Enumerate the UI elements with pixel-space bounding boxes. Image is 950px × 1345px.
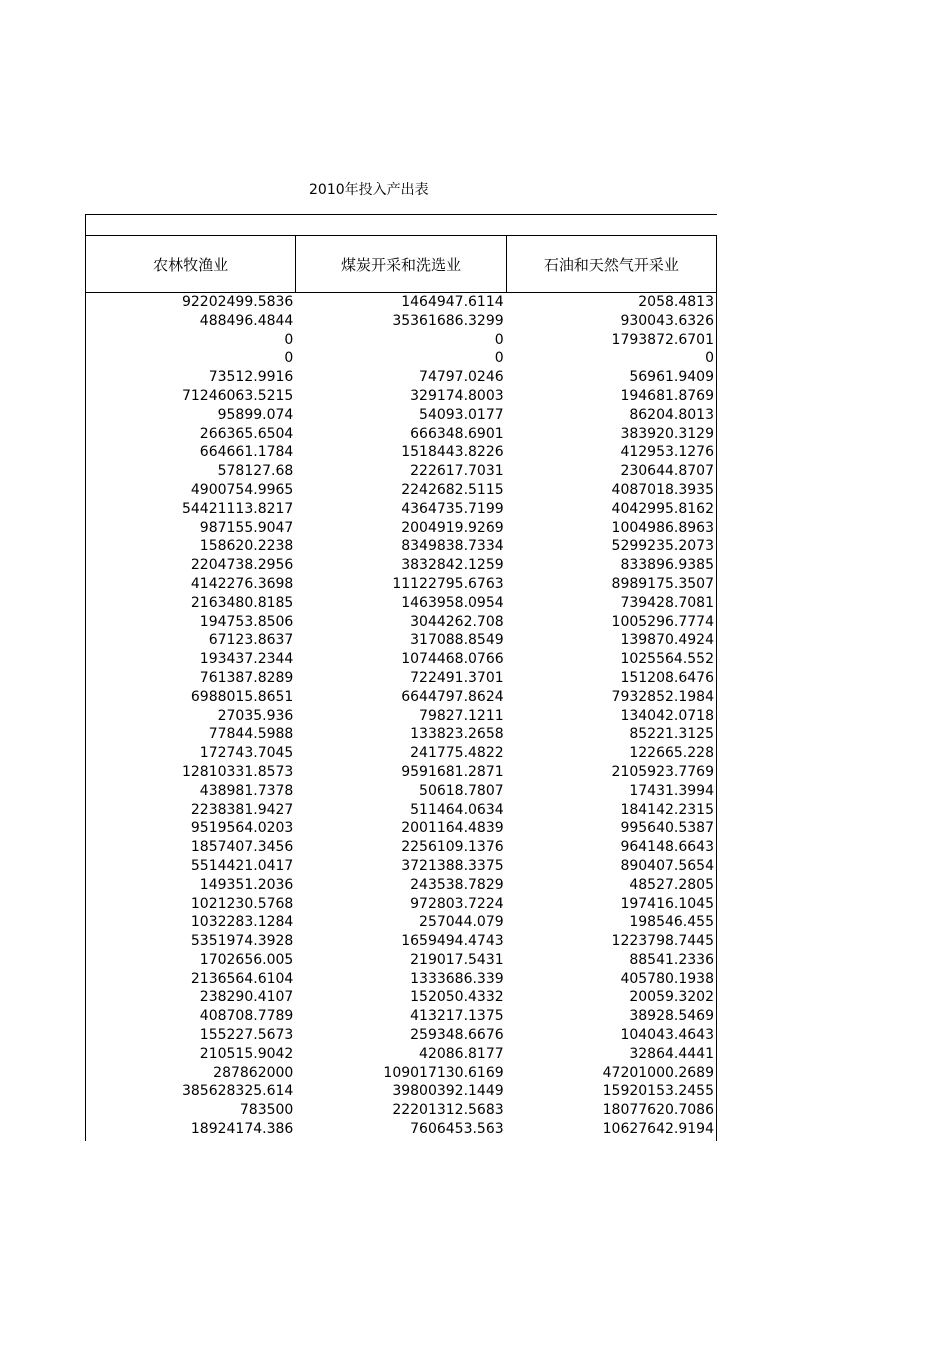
table-cell[interactable]: 56961.9409 [629, 369, 714, 386]
table-cell[interactable]: 1025564.552 [620, 651, 714, 668]
table-cell[interactable]: 74797.0246 [419, 369, 504, 386]
table-cell[interactable]: 17431.3994 [629, 782, 714, 799]
table-cell[interactable]: 2001164.4839 [401, 820, 504, 837]
table-row [86, 669, 716, 688]
table-row [86, 707, 716, 726]
table-cell[interactable]: 95899.074 [217, 406, 294, 423]
table-cell[interactable]: 1793872.6701 [611, 331, 714, 348]
table-row [86, 613, 716, 632]
table-cell[interactable]: 2242682.5115 [401, 481, 504, 498]
table-body [85, 293, 717, 1141]
table-cell[interactable]: 722491.3701 [410, 669, 504, 686]
table-cell[interactable]: 73512.9916 [208, 369, 294, 386]
io-table [85, 214, 717, 1141]
table-row [86, 594, 716, 613]
table-cell[interactable]: 1032283.1284 [190, 914, 294, 931]
table-row [86, 763, 716, 782]
table-cell[interactable]: 219017.5431 [410, 951, 504, 968]
table-cell[interactable]: 783500 [239, 1102, 294, 1119]
table-row [86, 500, 716, 519]
column-header: 农林牧渔业 [153, 255, 229, 274]
table-cell[interactable]: 964148.6643 [620, 839, 714, 856]
column-header-row [85, 235, 717, 293]
table-cell[interactable]: 12810331.8573 [181, 763, 294, 780]
table-cell[interactable]: 241775.4822 [410, 745, 504, 762]
table-row [86, 293, 716, 312]
table-cell[interactable]: 184142.2315 [620, 801, 714, 818]
table-row [86, 1045, 716, 1064]
table-cell[interactable]: 9591681.2871 [401, 763, 504, 780]
table-row [86, 462, 716, 481]
table-cell[interactable]: 0 [284, 331, 294, 348]
table-cell[interactable]: 0 [284, 350, 294, 367]
table-cell[interactable]: 1004986.8963 [611, 519, 714, 536]
table-cell[interactable]: 664661.1784 [199, 444, 294, 461]
table-cell[interactable]: 11122795.6763 [392, 575, 504, 592]
table-cell[interactable]: 1333686.339 [410, 970, 504, 987]
table-cell[interactable]: 243538.7829 [410, 876, 504, 893]
table-row [86, 387, 716, 406]
table-cell[interactable]: 4364735.7199 [401, 500, 504, 517]
table-cell[interactable]: 92202499.5836 [181, 294, 294, 310]
table-cell[interactable]: 3832842.1259 [401, 557, 504, 574]
table-cell[interactable]: 578127.68 [217, 463, 294, 480]
column-header: 石油和天然气开采业 [506, 236, 716, 292]
table-row [86, 932, 716, 951]
table-cell[interactable]: 2238381.9427 [190, 801, 294, 818]
table-row [86, 1120, 716, 1139]
table-cell[interactable]: 109017130.6169 [383, 1064, 504, 1081]
table-cell[interactable]: 408708.7789 [199, 1008, 294, 1025]
table-cell[interactable]: 1463958.0954 [401, 594, 504, 611]
table-row [86, 801, 716, 820]
table-cell[interactable]: 48527.2805 [629, 876, 714, 893]
table-cell[interactable]: 287862000 [213, 1064, 294, 1081]
table-cell[interactable]: 5514421.0417 [190, 857, 294, 874]
table-row [86, 913, 716, 932]
table-cell[interactable]: 739428.7081 [620, 594, 714, 611]
table-row [86, 688, 716, 707]
table-cell[interactable]: 5351974.3928 [190, 933, 294, 950]
table-cell[interactable]: 413217.1375 [410, 1008, 504, 1025]
table-row [86, 556, 716, 575]
table-cell[interactable]: 2058.4813 [638, 294, 714, 310]
table-row [86, 425, 716, 444]
table-row [86, 838, 716, 857]
table-cell[interactable]: 3044262.708 [410, 613, 504, 630]
table-cell[interactable]: 1659494.4743 [401, 933, 504, 950]
table-row [86, 970, 716, 989]
table-cell[interactable]: 27035.936 [217, 707, 294, 724]
table-cell[interactable]: 2105923.7769 [611, 763, 714, 780]
table-row [86, 725, 716, 744]
table-cell[interactable]: 2004919.9269 [401, 519, 504, 536]
table-cell[interactable]: 1074468.0766 [401, 651, 504, 668]
table-cell[interactable]: 149351.2036 [199, 876, 294, 893]
table-cell[interactable]: 67123.8637 [208, 632, 294, 649]
table-row [86, 895, 716, 914]
table-cell[interactable]: 987155.9047 [199, 519, 294, 536]
table-cell[interactable]: 930043.6326 [620, 312, 714, 329]
table-row [86, 1007, 716, 1026]
table-cell[interactable]: 405780.1938 [620, 970, 714, 987]
table-cell[interactable]: 35361686.3299 [392, 312, 504, 329]
table-row [86, 519, 716, 538]
table-cell[interactable]: 266365.6504 [199, 425, 294, 442]
table-cell[interactable]: 22201312.5683 [392, 1102, 504, 1119]
table-cell[interactable]: 2136564.6104 [190, 970, 294, 987]
table-cell[interactable]: 761387.8289 [199, 669, 294, 686]
table-cell[interactable]: 1021230.5768 [190, 895, 294, 912]
table-row [86, 331, 716, 350]
table-cell[interactable]: 152050.4332 [410, 989, 504, 1006]
table-cell[interactable]: 4900754.9965 [190, 481, 294, 498]
table-cell[interactable]: 47201000.2689 [602, 1064, 714, 1081]
table-cell[interactable]: 86204.8013 [629, 406, 714, 423]
table-row [86, 537, 716, 556]
table-cell[interactable]: 133823.2658 [410, 726, 504, 743]
table-cell[interactable]: 230644.8707 [620, 463, 714, 480]
table-row [86, 819, 716, 838]
table-cell[interactable]: 54093.0177 [419, 406, 504, 423]
table-cell[interactable]: 151208.6476 [620, 669, 714, 686]
table-row [86, 876, 716, 895]
table-cell[interactable]: 3721388.3375 [401, 857, 504, 874]
table-cell[interactable]: 317088.8549 [410, 632, 504, 649]
table-cell[interactable]: 1857407.3456 [190, 839, 294, 856]
table-cell[interactable]: 1005296.7774 [611, 613, 714, 630]
table-row [86, 481, 716, 500]
table-cell[interactable]: 385628325.614 [181, 1083, 294, 1100]
table-cell[interactable]: 222617.7031 [410, 463, 504, 480]
table-cell[interactable]: 0 [705, 350, 714, 367]
table-cell[interactable]: 104043.4643 [620, 1027, 714, 1044]
table-cell[interactable]: 4087018.3935 [611, 481, 714, 498]
table-cell[interactable]: 2204738.2956 [190, 557, 294, 574]
blank-header-row [85, 214, 717, 235]
table-row [86, 1026, 716, 1045]
table-cell[interactable]: 412953.1276 [620, 444, 714, 461]
table-cell[interactable]: 995640.5387 [620, 820, 714, 837]
table-cell[interactable]: 193437.2344 [199, 651, 294, 668]
table-row [86, 575, 716, 594]
table-cell[interactable]: 8989175.3507 [611, 575, 714, 592]
table-row [86, 782, 716, 801]
table-cell[interactable]: 38928.5469 [629, 1008, 714, 1025]
table-cell[interactable]: 210515.9042 [199, 1045, 294, 1062]
table-cell[interactable]: 5299235.2073 [611, 538, 714, 555]
table-row [86, 368, 716, 387]
table-cell[interactable]: 134042.0718 [620, 707, 714, 724]
table-cell[interactable]: 197416.1045 [620, 895, 714, 912]
table-cell[interactable]: 833896.9385 [620, 557, 714, 574]
sheet-title: 2010年投入产出表 [309, 182, 429, 198]
table-cell[interactable]: 4042995.8162 [611, 500, 714, 517]
table-cell[interactable]: 329174.8003 [410, 387, 504, 404]
table-row [86, 650, 716, 669]
table-cell[interactable]: 7932852.1984 [611, 688, 714, 705]
table-cell[interactable]: 0 [494, 350, 504, 367]
table-cell[interactable]: 39800392.1449 [392, 1083, 504, 1100]
table-cell[interactable]: 666348.6901 [410, 425, 504, 442]
table-row [86, 312, 716, 331]
table-row [86, 951, 716, 970]
table-cell[interactable]: 85221.3125 [629, 726, 714, 743]
table-cell[interactable]: 6644797.8624 [401, 688, 504, 705]
table-cell[interactable]: 2163480.8185 [190, 594, 294, 611]
table-cell[interactable]: 1223798.7445 [611, 933, 714, 950]
table-cell[interactable]: 155227.5673 [199, 1027, 294, 1044]
table-cell[interactable]: 972803.7224 [410, 895, 504, 912]
table-cell[interactable]: 511464.0634 [410, 801, 504, 818]
table-cell[interactable]: 10627642.9194 [602, 1121, 714, 1138]
table-cell[interactable]: 139870.4924 [620, 632, 714, 649]
table-cell[interactable]: 2256109.1376 [401, 839, 504, 856]
table-cell[interactable]: 71246063.5215 [181, 387, 294, 404]
table-row [86, 406, 716, 425]
table-cell[interactable]: 488496.4844 [199, 312, 294, 329]
table-cell[interactable]: 18924174.386 [190, 1121, 294, 1138]
table-cell[interactable]: 79827.1211 [419, 707, 504, 724]
table-cell[interactable]: 20059.3202 [629, 989, 714, 1006]
table-cell[interactable]: 7606453.563 [410, 1121, 504, 1138]
table-cell[interactable]: 438981.7378 [199, 782, 294, 799]
table-cell[interactable]: 158620.2238 [199, 538, 294, 555]
table-cell[interactable]: 6988015.8651 [190, 688, 294, 705]
table-cell[interactable]: 1702656.005 [199, 951, 294, 968]
table-cell[interactable]: 1464947.6114 [401, 294, 504, 310]
table-row [86, 744, 716, 763]
table-cell[interactable]: 259348.6676 [410, 1027, 504, 1044]
table-cell[interactable]: 890407.5654 [620, 857, 714, 874]
table-cell[interactable]: 122665.228 [629, 745, 714, 762]
table-cell[interactable]: 32864.4441 [629, 1045, 714, 1062]
table-cell[interactable]: 238290.4107 [199, 989, 294, 1006]
table-row [86, 1101, 716, 1120]
table-row [86, 1064, 716, 1083]
table-cell[interactable]: 1518443.8226 [401, 444, 504, 461]
column-header: 煤炭开采和洗选业 [295, 236, 505, 292]
table-cell[interactable]: 4142276.3698 [190, 575, 294, 592]
table-row [86, 443, 716, 462]
table-cell[interactable]: 15920153.2455 [602, 1083, 714, 1100]
table-row [86, 631, 716, 650]
table-cell[interactable]: 257044.079 [419, 914, 504, 931]
table-cell[interactable]: 18077620.7086 [602, 1102, 714, 1119]
table-cell[interactable]: 8349838.7334 [401, 538, 504, 555]
table-cell[interactable]: 198546.455 [629, 914, 714, 931]
table-cell[interactable]: 172743.7045 [199, 745, 294, 762]
table-cell[interactable]: 54421113.8217 [181, 500, 294, 517]
table-cell[interactable]: 0 [494, 331, 504, 348]
table-row [86, 349, 716, 368]
table-row [86, 988, 716, 1007]
table-cell[interactable]: 194681.8769 [620, 387, 714, 404]
table-cell[interactable]: 383920.3129 [620, 425, 714, 442]
table-cell[interactable]: 77844.5988 [208, 726, 294, 743]
table-row [86, 857, 716, 876]
table-cell[interactable]: 194753.8506 [199, 613, 294, 630]
table-row [86, 1082, 716, 1101]
table-cell[interactable]: 9519564.0203 [190, 820, 294, 837]
table-cell[interactable]: 42086.8177 [419, 1045, 504, 1062]
table-cell[interactable]: 88541.2336 [629, 951, 714, 968]
table-cell[interactable]: 50618.7807 [419, 782, 504, 799]
